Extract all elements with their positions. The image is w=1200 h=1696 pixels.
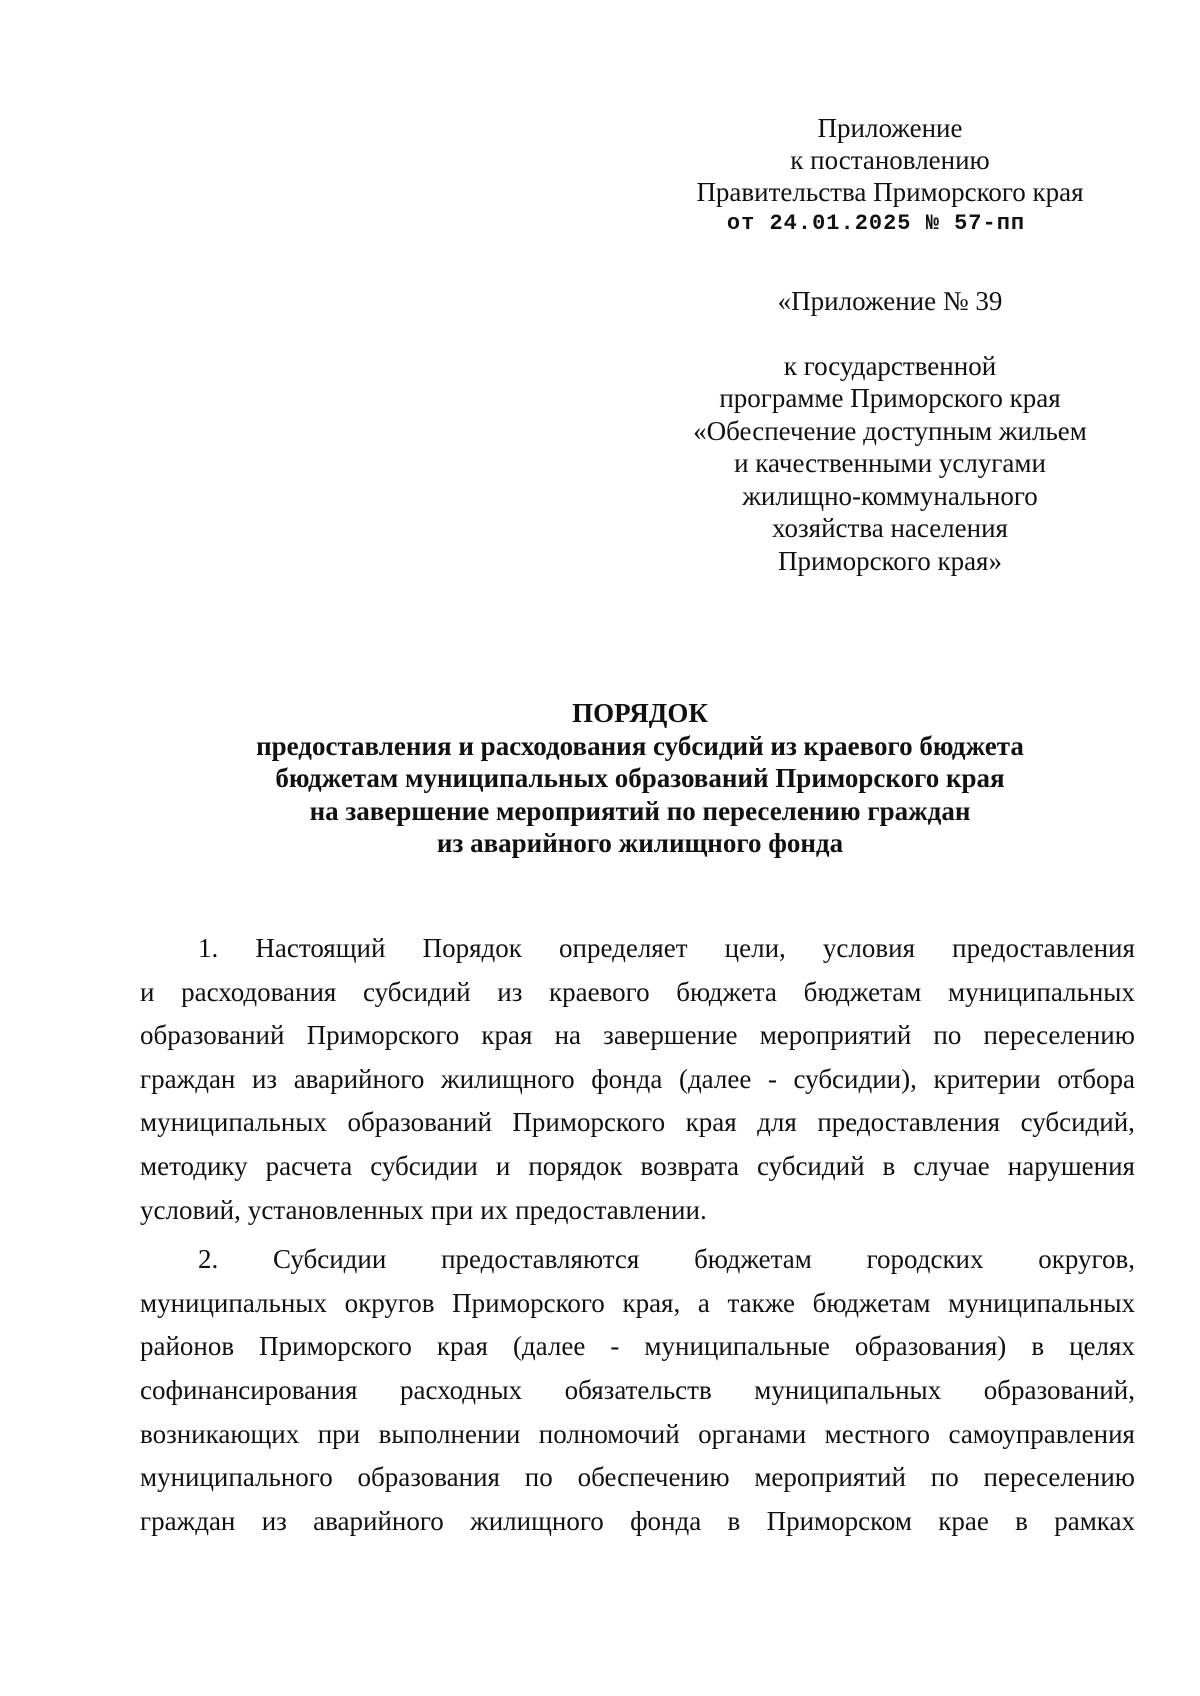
paragraph-line: муниципального образования по обеспечению мероприятий по переселению xyxy=(140,1462,1135,1493)
paragraph-line: граждан из аварийного жилищного фонда (далее - субсидии), критерии отбора xyxy=(140,1063,1135,1094)
document-title xyxy=(140,697,1140,860)
program-reference xyxy=(660,285,1120,577)
paragraph-line: граждан из аварийного жилищного фонда в Приморском крае в рамках xyxy=(140,1505,1135,1536)
paragraph-line: софинансирования расходных обязательств муниципальных образований, xyxy=(140,1374,1135,1405)
program-line-5: и качественными услугами xyxy=(734,448,1046,478)
program-line-4: «Обеспечение доступным жильем xyxy=(693,415,1087,446)
program-line-8: Приморского края» xyxy=(778,545,1002,576)
program-line-7: хозяйства населения xyxy=(772,513,1008,543)
program-line-3: программе Приморского края xyxy=(719,383,1061,413)
paragraph-line: муниципальных образований Приморского края для предоставления субсидий, xyxy=(140,1107,1135,1138)
title-line-2: бюджетам муниципальных образований Приморского края xyxy=(275,763,1005,793)
title-heading: ПОРЯДОК xyxy=(572,698,708,728)
paragraph-line: методику расчета субсидии и порядок возврата субсидий в случае нарушения xyxy=(140,1150,1135,1181)
appendix-line-3: Правительства Приморского края xyxy=(696,177,1084,207)
paragraph xyxy=(140,1238,1135,1543)
program-line-1: «Приложение № 39 xyxy=(777,286,1003,316)
paragraph-line: 2. Субсидии предоставляются бюджетам городских округов, xyxy=(198,1244,1135,1275)
document-body xyxy=(140,927,1135,1549)
title-line-4: из аварийного жилищного фонда xyxy=(436,828,844,858)
paragraph-line: и расходования субсидий из краевого бюджета бюджетам муниципальных xyxy=(140,976,1135,1007)
paragraph-line: муниципальных округов Приморского края, а также бюджетам муниципальных xyxy=(140,1287,1135,1318)
paragraph xyxy=(140,927,1135,1232)
paragraph-line: 1. Настоящий Порядок определяет цели, условия предоставления xyxy=(198,933,1135,963)
appendix-header xyxy=(660,112,1120,240)
appendix-line-1: Приложение xyxy=(817,113,963,143)
registration-stamp: от 24.01.2025 № 57-пп xyxy=(726,211,1026,236)
program-line-6: жилищно-коммунального xyxy=(742,480,1038,511)
paragraph-line: образований Приморского края на завершение мероприятий по переселению xyxy=(140,1020,1135,1051)
paragraph-line: условий, установленных при их предоставлении. xyxy=(140,1194,707,1225)
title-line-3: на завершение мероприятий по переселению граждан xyxy=(309,795,971,826)
appendix-line-2: к постановлению xyxy=(790,145,990,175)
program-line-2: к государственной xyxy=(783,350,997,381)
paragraph-line: районов Приморского края (далее - муниципальные образования) в целях xyxy=(140,1331,1135,1362)
title-line-1: предоставления и расходования субсидий из краевого бюджета xyxy=(256,730,1024,761)
paragraph-line: возникающих при выполнении полномочий органами местного самоуправления xyxy=(140,1418,1135,1449)
